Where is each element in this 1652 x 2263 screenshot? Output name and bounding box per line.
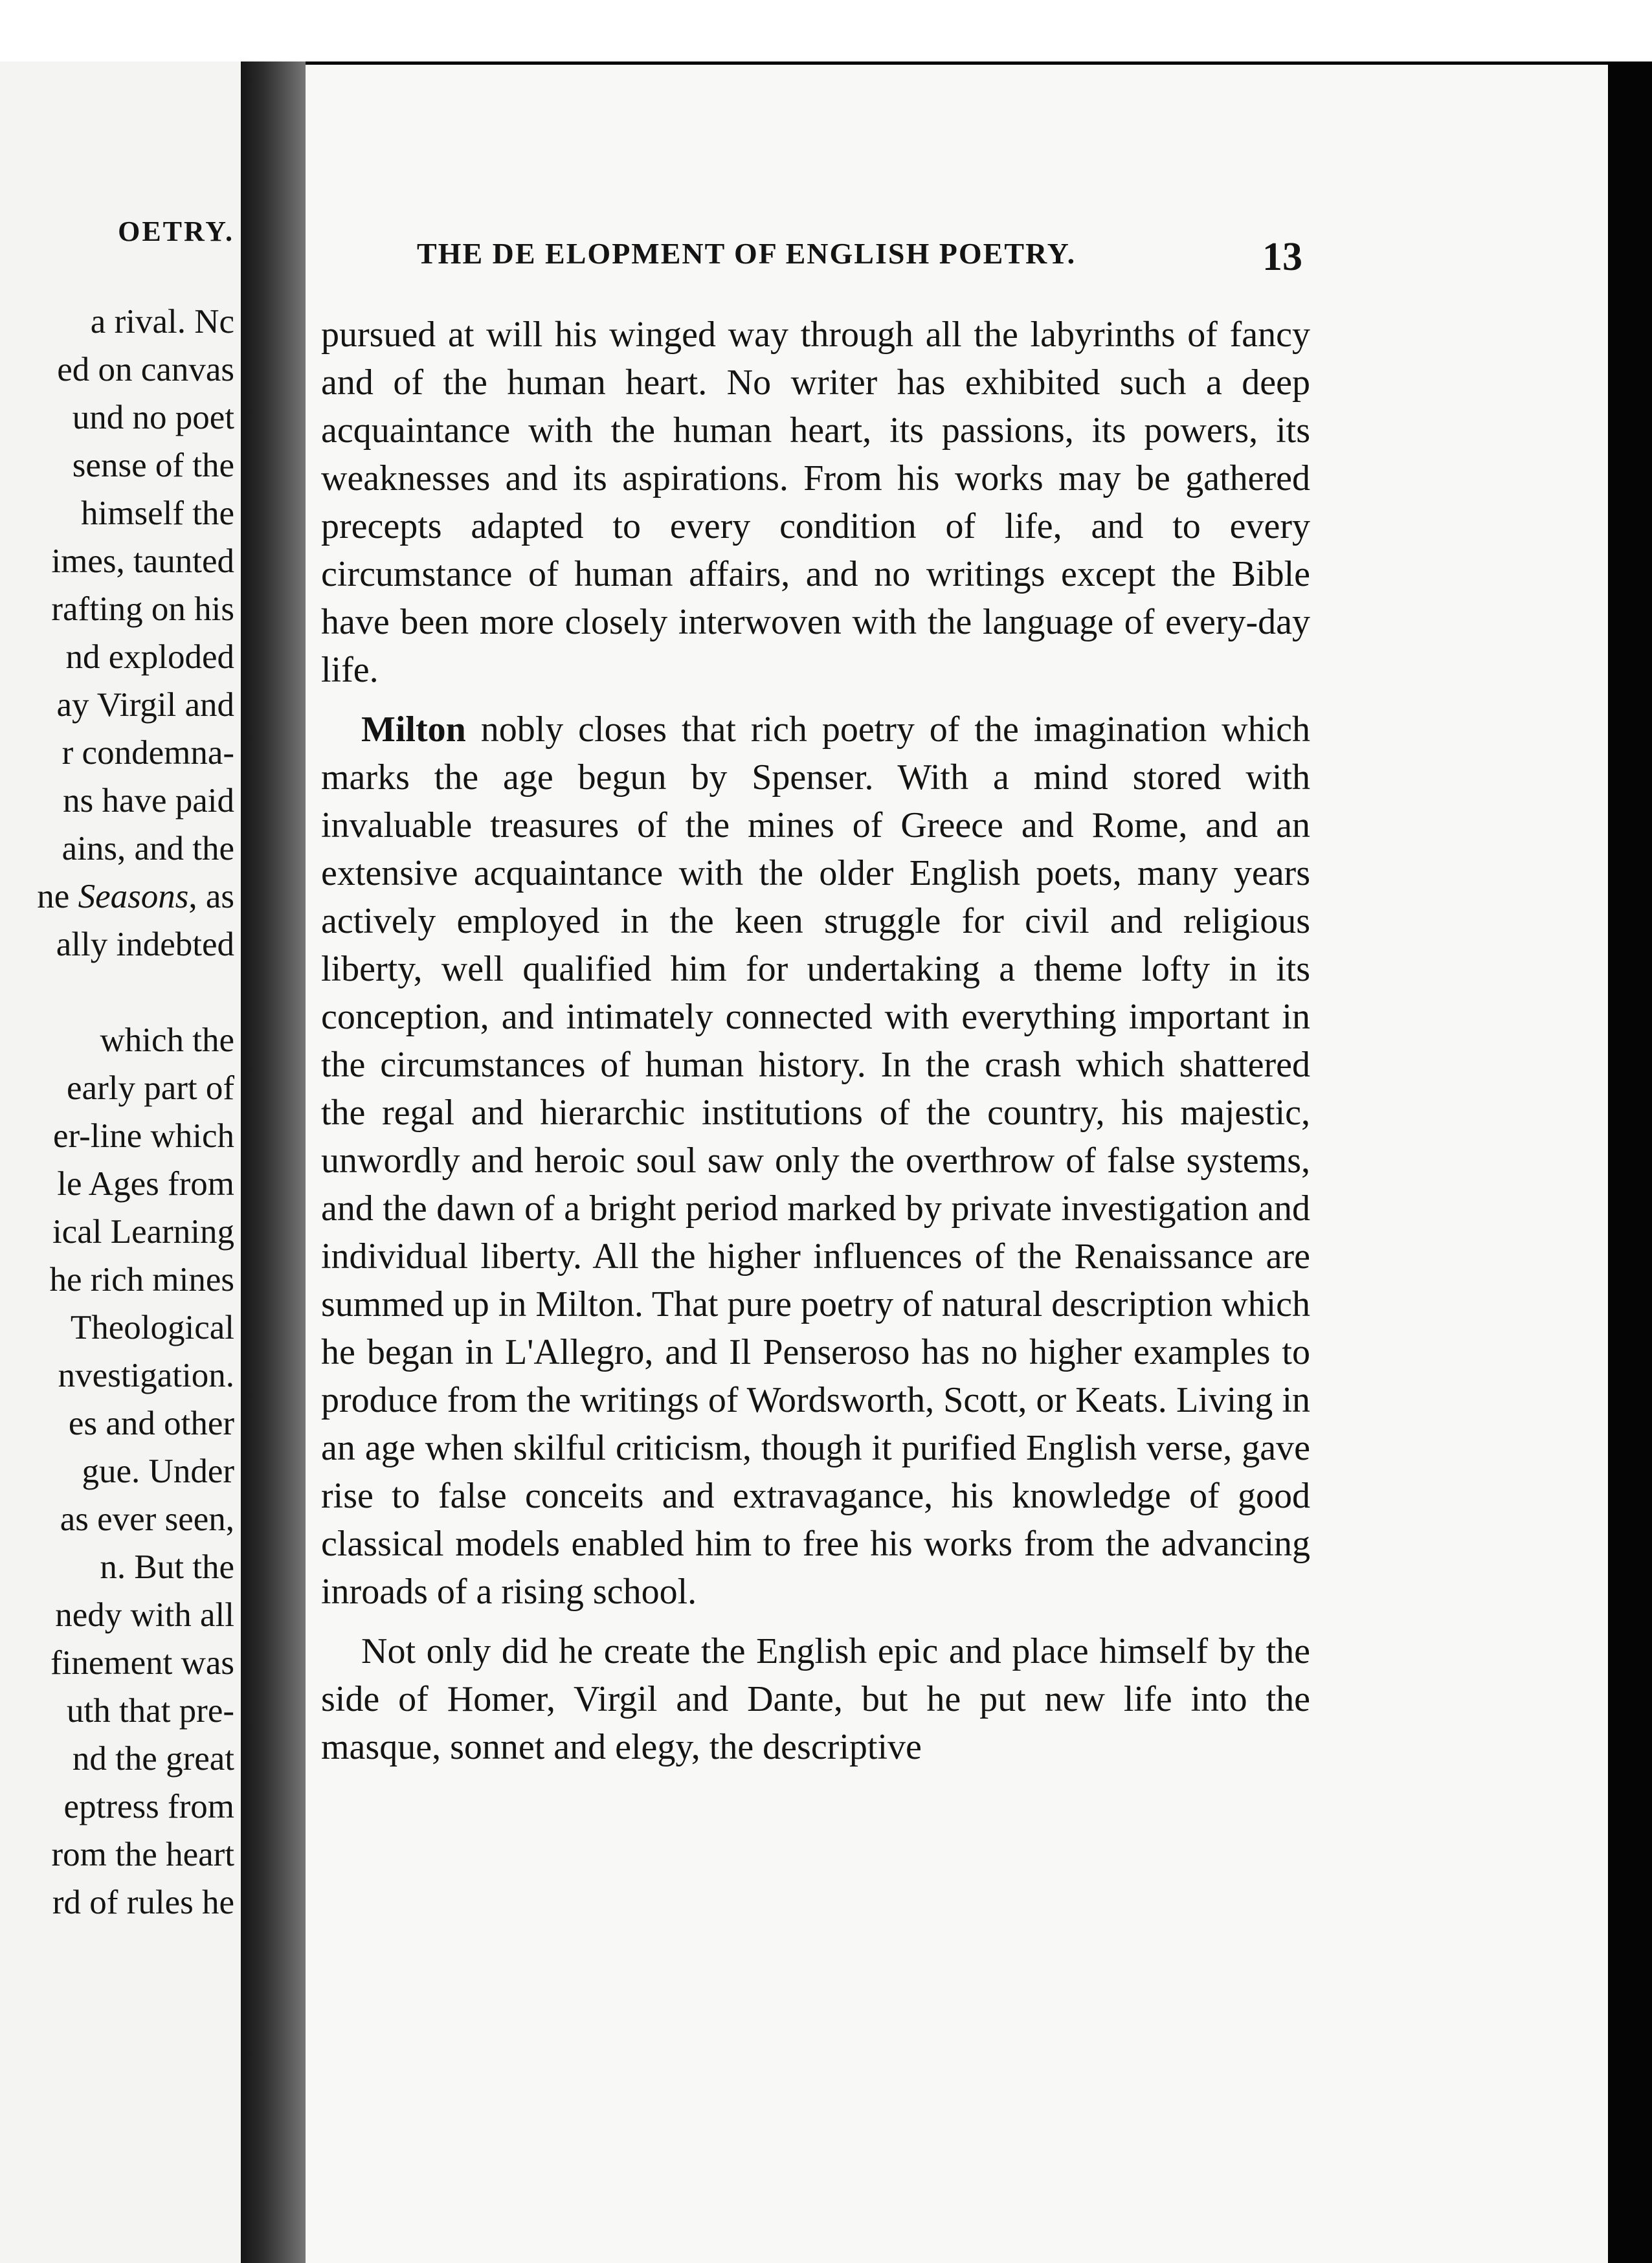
book-gutter [241, 61, 306, 2263]
paragraph-2-text: nobly closes that rich poetry of the imagination which marks the age begun by Spenser. With a mind stored with invaluable treasures of the mines of Greece and Rome, and an extensive acquaintance with the older English poets, many years actively employed in the keen struggle for civil and religious liberty, well qualified him for undertaking a theme lofty in its conception, and intimately connected with everything important in the circumstances of human history. In the crash which shattered the regal and hierarchic institutions of the country, his majestic, unwordly and heroic soul saw only the overthrow of false systems, and the dawn of a bright period marked by private investigation and individual liberty. All the higher influences of the Renaissance are summed up in Milton. That pure poetry of natural description which he began in L'Allegro, and Il Penseroso has no higher examples to produce from the writings of Wordsworth, Scott, or Keats. Living in an age when skilful criticism, though it purified English verse, gave rise to false conceits and extravagance, his knowledge of good classical models enabled him to free his works from the advancing inroads of a rising school. [321, 709, 1310, 1612]
left-page-line: rom the heart [51, 1836, 234, 1873]
left-page-line: as ever seen, [60, 1500, 234, 1538]
left-page-line: Theological [70, 1309, 234, 1346]
left-page-line: le Ages from [57, 1165, 234, 1203]
paragraph-2-lead: Milton [361, 709, 466, 750]
left-page-line: nd exploded [65, 638, 234, 676]
left-page-line: finement was [50, 1644, 234, 1682]
left-page-line: und no poet [72, 399, 234, 436]
left-page-line: ay Virgil and [56, 686, 234, 724]
right-page [306, 65, 1608, 2263]
left-page-line: rafting on his [51, 590, 234, 628]
left-page-line: ne Seasons, as [37, 878, 234, 915]
paragraph-3: Not only did he create the English epic and place himself by the side of Homer, Virgil and Dante, but he put new life into the masque, sonnet and elegy, the descriptive [321, 1631, 1310, 1767]
left-page-line: gue. Under [82, 1453, 234, 1490]
left-page-line: ains, and the [61, 830, 234, 867]
left-page-line: nd the great [72, 1740, 234, 1778]
left-page-line: er-line which [52, 1117, 234, 1155]
left-page-line: early part of [67, 1069, 234, 1107]
left-page-line: he rich mines [49, 1261, 234, 1299]
left-page-line: sense of the [72, 447, 234, 484]
paragraph-1: pursued at will his winged way through all the labyrinths of fancy and of the human heart. No writer has exhibited such a deep acquaintance with the human heart, its passions, its powers, its weaknesses and its aspirations. From his works may be gathered precepts adapted to every condition of life, and to every circumstance of human affairs, and no writings except the Bible have been more closely interwoven with the language of every-day life. [321, 315, 1310, 690]
body-text [321, 311, 1310, 1771]
left-page-line: himself the [81, 495, 234, 532]
left-page-line: es and other [68, 1405, 234, 1442]
left-page-line: eptress from [63, 1788, 234, 1825]
left-page-line: ical Learning [52, 1213, 234, 1251]
left-page-line: rd of rules he [52, 1884, 234, 1921]
left-page-line: uth that pre- [66, 1692, 234, 1730]
page-number: 13 [1262, 235, 1302, 279]
left-page-line: ally indebted [56, 926, 234, 963]
left-page-line: imes, taunted [51, 542, 234, 580]
left-page-line: a rival. Nc [90, 303, 234, 340]
left-running-head: OETRY. [118, 216, 234, 247]
left-page-line: ns have paid [63, 782, 234, 819]
left-page-line: nvestigation. [58, 1357, 234, 1394]
left-page-line: ed on canvas [57, 351, 234, 388]
running-head: THE DE ELOPMENT OF ENGLISH POETRY. [417, 237, 1077, 270]
paragraph-2 [321, 706, 1310, 1616]
left-page-line: nedy with all [55, 1596, 234, 1634]
left-page-line: n. But the [100, 1548, 234, 1586]
left-page [0, 61, 241, 2263]
left-page-line: which the [100, 1021, 234, 1059]
left-page-line: r condemna- [61, 734, 234, 772]
